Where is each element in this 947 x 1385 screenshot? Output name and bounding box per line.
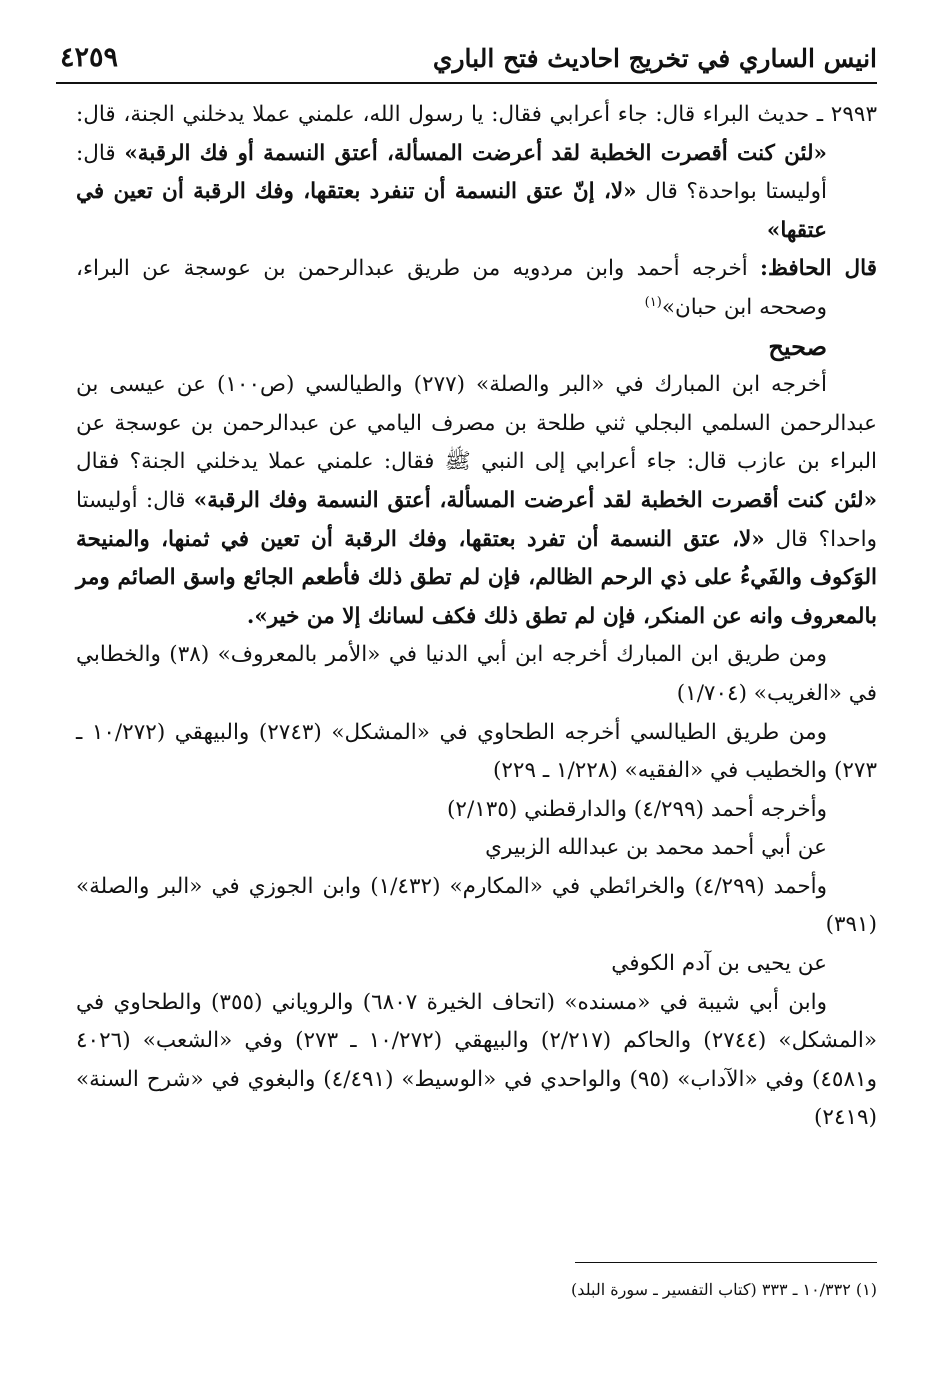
page-header [56,38,877,84]
takhrij-paragraph-6: وأحمد (٤/٢٩٩) والخرائطي في «المكارم» (١/٤٣٢) وابن الجوزي في «البر والصلة» (٣٩١) [76,873,877,938]
hafiz-paragraph [76,250,877,327]
grade-heading: صحيح [768,331,827,361]
hafiz-text: أخرجه أحمد وابن مردويه من طريق عبدالرحمن بن عوسجة عن البراء، وصححه ابن حبان» [76,256,827,320]
takhrij-p1-mid: قال: أوليستا واحدا؟ قال [76,487,878,552]
hadith-quote-2: «لا، إنّ عتق النسمة أن تنفرد بعتقها، وفك الرقبة أن تعين في عتقها» [76,179,827,243]
hadith-intro: ٢٩٩٣ ـ حديث البراء قال: جاء أعرابي فقال: يا رسول الله، علمني عملا يدخلني الجنة، قال: [76,102,877,127]
footnote-separator [575,1262,877,1263]
takhrij-p1-quote-1: «لئن كنت أقصرت الخطبة لقد أعرضت المسألة، أعتق النسمة وفك الرقبة» [193,487,878,513]
hafiz-label: قال الحافظ: [760,256,877,282]
page-body [76,96,877,1138]
footnote-ref: (١) [644,294,662,310]
takhrij-p1-text: أخرجه ابن المبارك في «البر والصلة» (٢٧٧) والطيالسي (ص١٠٠) عن عيسى بن عبدالرحمن السلمي البجلي ثني طلحة بن مصرف اليامي عن عبدالرحمن بن عوسجة عن البراء بن عازب قال: جاء أعرابي إلى النبي ﷺ فقال: علمني عملا يدخلني الجنة؟ فقال [76,372,877,475]
running-title: انيس الساري في تخريج احاديث فتح الباري [432,44,877,73]
hadith-mid: قال: أوليستا بواحدة؟ قال [76,140,827,205]
takhrij-paragraph-8: وابن أبي شيبة في «مسنده» (اتحاف الخيرة ٦٨٠٧) والروياني (٣٥٥) والطحاوي في «المشكل» (٢٧٤٤) والحاكم (٢/٢١٧) والبيهقي (١٠/٢٧٢ ـ ٢٧٣) وفي «الشعب» (٤٠٢٦ و٤٥٨١) وفي «الآداب» (٩٥) والواحدي في «الوسيط» (٤/٤٩١) والبغوي في «شرح السنة» (٢٤١٩) [76,989,878,1131]
takhrij-paragraph-2: ومن طريق ابن المبارك أخرجه ابن أبي الدنيا في «الأمر بالمعروف» (٣٨) والخطابي في «الغريب» (١/٧٠٤) [76,642,877,706]
takhrij-paragraph-1 [76,366,877,636]
page-number: ٤٢٥٩ [60,42,119,73]
hadith-quote-1: «لئن كنت أقصرت الخطبة لقد أعرضت المسألة، أعتق النسمة أو فك الرقبة» [124,140,827,166]
takhrij-paragraph-5: عن أبي أحمد محمد بن عبدالله الزبيري [485,835,827,861]
takhrij-paragraph-3: ومن طريق الطيالسي أخرجه الطحاوي في «المشكل» (٢٧٤٣) والبيهقي (١٠/٢٧٢ ـ ٢٧٣) والخطيب في «الفقيه» (١/٢٢٨ ـ ٢٢٩) [76,719,877,784]
takhrij-p1-quote-2: «لا، عتق النسمة أن تفرد بعتقها، وفك الرقبة أن تعين في ثمنها، والمنيحة الوَكوف والفَيءُ على ذي الرحم الظالم، فإن لم تطق ذلك فأطعم الجائع واسق الصائم ومر بالمعروف وانه عن المنكر، فإن لم تطق ذلك فكف لسانك إلا من خير». [76,526,877,629]
hadith-paragraph [76,96,877,250]
takhrij-paragraph-4: وأخرجه أحمد (٤/٢٩٩) والدارقطني (٢/١٣٥) [447,796,827,822]
takhrij-paragraph-7: عن يحيى بن آدم الكوفي [611,951,827,977]
footnote: (١) ١٠/٣٣٢ ـ ٣٣٣ (كتاب التفسير ـ سورة البلد) [571,1280,877,1299]
